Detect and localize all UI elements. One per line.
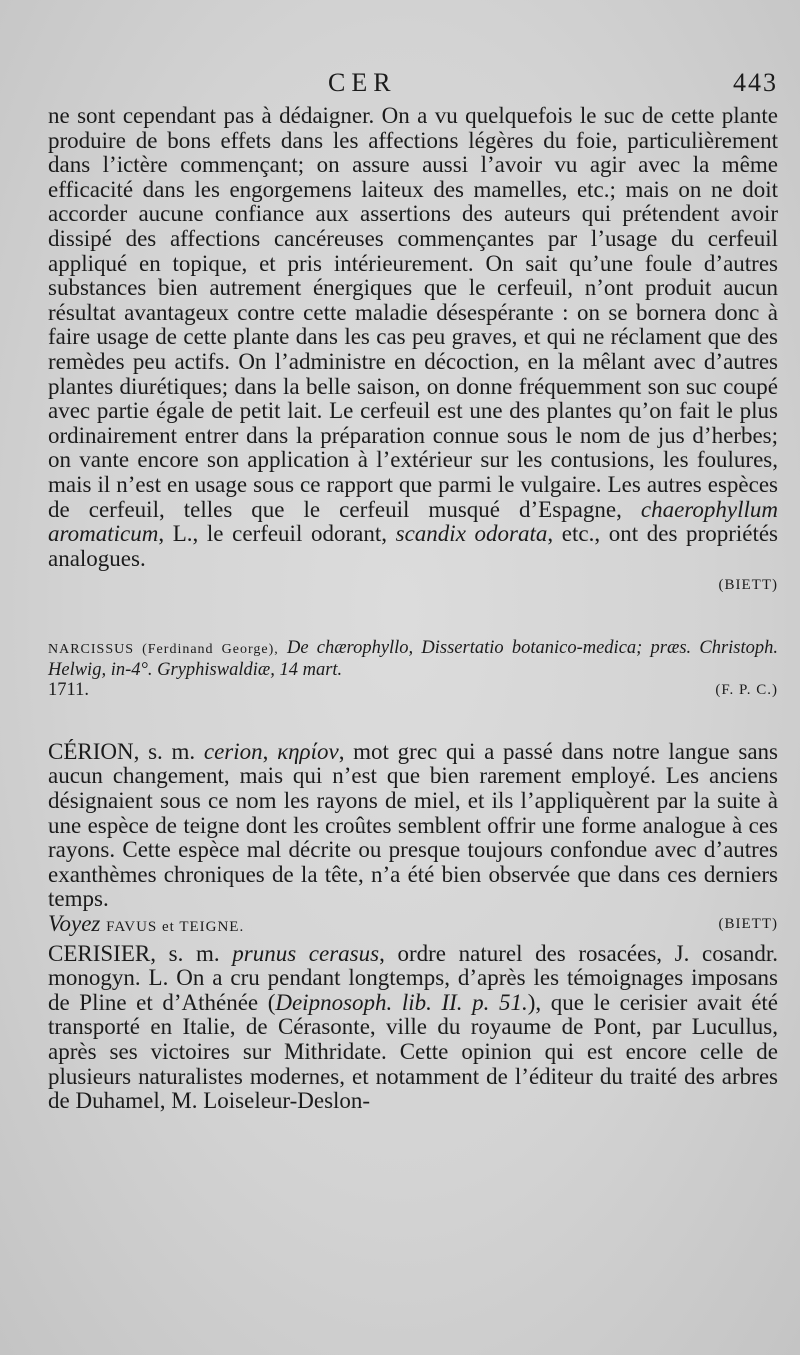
cerion-signature: (BIETT) [718,916,778,933]
author-signature: (BIETT) [718,577,778,594]
headword-cerisier: CERISIER [48,940,151,966]
headword-cerion: CÉRION [48,738,134,764]
voyez-label: Voyez [48,911,101,937]
reference-signature: (F. P. C.) [715,681,778,698]
cerion-greek: κηρίον [277,738,339,764]
running-header [48,68,778,108]
cerion-xref [48,912,244,940]
species-name-1: chaerophyllum aromaticum [48,496,778,547]
running-title: CER [328,68,397,97]
cerion-paragraph: CÉRION, s. m. cerion, κηρίον, mot grec qui a passé dans notre langue sans aucun changement, mais qui n’est que bien rarement employé. Les anciens désignaient sous ce nom les rayons de miel, et ils l’appliquèrent par la suite à une espèce de teigne dont les croûtes semblent offrir une forme analogue à ces rayons. Cette espèce mal décrite ou presque toujours confondue avec d’autres exanthèmes chroniques de la tête, n’a été bien observée que dans ces derniers temps. [48,738,779,912]
chervil-mid: , L., le cerfeuil odorant, [158,521,387,547]
cerisier-citation: Deipnosoph. lib. II. p. 51. [275,989,528,1015]
cerion-text: , mot grec qui a passé dans notre langue sans aucun changement, mais qui n’est que bien rarement employé. Les anciens désignaient sous ce nom les rayons de miel, et ils l’appliquèrent par la suite à une espèce de teigne dont les croûtes semblent offrir une forme analogue à ces rayons. Cette espèce mal décrite ou presque toujours confondue avec d’autres exanthèmes chroniques de la tête, n’a été bien observée que dans ces derniers temps. [48,738,779,912]
cerion-footer [48,912,778,940]
reference-details: De chærophyllo, Dissertatio botanico-medica; præs. Christoph. Helwig, in-4°. Gryphiswaldiæ, 14 mart. [48,637,778,680]
reference-year: 1711. [48,679,89,700]
cerisier-text-2: ), que le cerisier avait été transporté en Italie, de Cérasonte, ville du royaume de Pont, par Lucullus, après ses victoires sur Mithridate. Cette opinion qui est encore celle de plusieurs naturalistes modernes, et notamment de l’éditeur du traité des arbres de Duhamel, M. Loiseleur-Deslon- [48,989,779,1114]
cerion-latin: cerion [203,738,263,764]
page-number: 443 [733,68,778,97]
chervil-article [48,104,778,598]
cross-reference: FAVUS et TEIGNE. [106,919,245,936]
entry-cerion [48,740,778,940]
chervil-end: , etc., ont des propriétés analogues. [48,521,779,571]
chervil-paragraph [48,104,778,571]
bibliography-reference [48,638,778,700]
cerisier-paragraph [48,942,778,1114]
chervil-text: ne sont cependant pas à dédaigner. On a vu quelquefois le suc de cette plante produire de bons effets dans les affections légères du foie, particulièrement dans l’ictère commençant; on assure aussi l’avoir vu agir avec la même efficacité dans les engorgemens laiteux des mamelles, etc.; mais on ne doit accorder aucune confiance aux assertions des auteurs qui prétendent avoir dissipé des affections cancéreuses commençantes par l’usage du cerfeuil appliqué en topique, et pris intérieurement. On sait qu’une foule d’autres substances bien autrement énergiques que le cerfeuil, n’ont produit aucun résultat avantageux contre cette maladie désespérante : on se bornera donc à faire usage de cette plante dans les cas peu graves, et qui ne réclament que des remèdes peu actifs. On l’administre en décoction, en la mêlant avec d’autres plantes diurétiques; dans la belle saison, on donne fréquemment son suc coupé avec partie égale de petit lait. Le cerfeuil est une des plantes qu’on fait le plus ordinairement entrer dans la préparation connue sous le nom de jus d’herbes; on vante encore son application à l’extérieur sur les contusions, les foulures, mais il n’est en usage sous ce rapport que parmi le vulgaire. Les autres espèces de cerfeuil, telles que le cerfeuil musqué d’Espagne, [48,103,778,522]
species-name-2: scandix odorata [395,521,548,547]
reference-author: NARCISSUS (Ferdinand George), [48,641,279,657]
cerisier-text-1: , ordre naturel des rosacées, J. cosandr. monogyn. L. On a cru pendant longtemps, d’après les témoignages imposans de Pline et d’Athénée ( [48,940,779,1015]
page-body [48,104,778,1114]
entry-cerisier [48,942,778,1114]
cerisier-gram: , s. m. [150,940,220,966]
cerion-gram: , s. m. [133,738,196,764]
reference-tail [48,680,778,700]
cerisier-latin: prunus cerasus [232,940,380,966]
